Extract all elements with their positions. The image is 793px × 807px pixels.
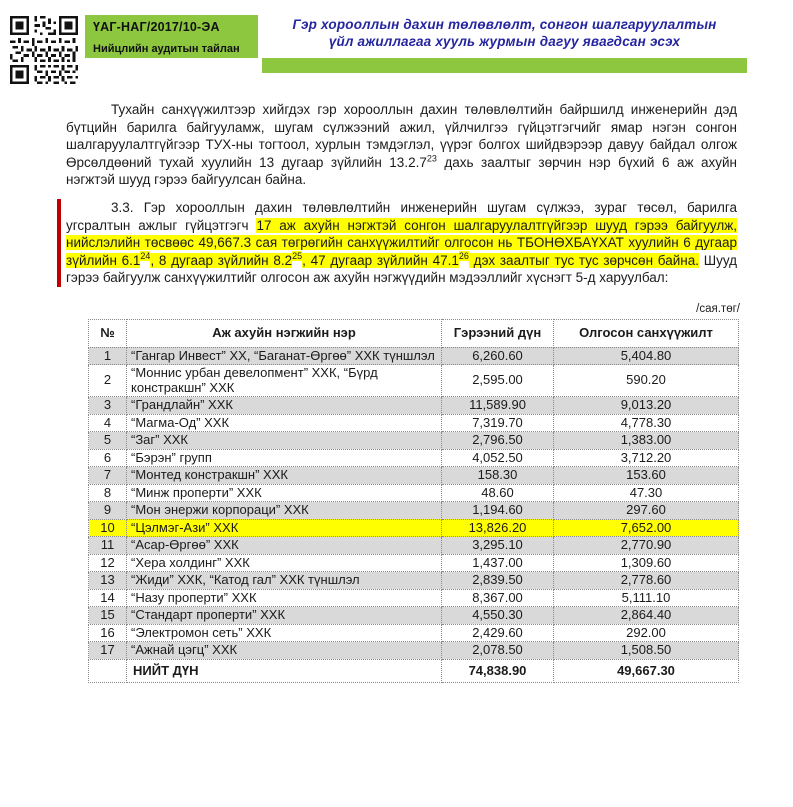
cell-amt: 4,550.30	[442, 607, 554, 625]
page-title	[262, 16, 747, 50]
cell-no: 10	[89, 519, 127, 537]
cell-amt2: 2,770.90	[554, 537, 739, 555]
cell-no: 15	[89, 607, 127, 625]
cell-amt: 2,595.00	[442, 365, 554, 397]
cell-amt2: 2,778.60	[554, 572, 739, 590]
total-contract-amount: 74,838.90	[442, 659, 554, 683]
cell-name: “Хера холдинг” ХХК	[127, 554, 442, 572]
cell-name: “Гангар Инвест” ХХ, “Баганат-Өргөө” ХХК түншлэл	[127, 347, 442, 365]
table-row	[89, 589, 739, 607]
funding-table	[88, 319, 739, 683]
table-row	[89, 519, 739, 537]
cell-name: “Мон энержи корпораци” ХХК	[127, 502, 442, 520]
table-row	[89, 624, 739, 642]
cell-amt: 2,078.50	[442, 642, 554, 660]
cell-name: “Моннис урбан девелопмент” ХХК, “Бүрд констракшн” ХХК	[127, 365, 442, 397]
table-row	[89, 467, 739, 485]
cell-no: 1	[89, 347, 127, 365]
cell-amt: 1,194.60	[442, 502, 554, 520]
cell-amt: 1,437.00	[442, 554, 554, 572]
cell-no: 8	[89, 484, 127, 502]
column-header-number: №	[89, 320, 127, 348]
cell-name: “Заг” ХХК	[127, 432, 442, 450]
table-row	[89, 554, 739, 572]
cell-no: 14	[89, 589, 127, 607]
cell-no: 4	[89, 414, 127, 432]
doc-number: ҮАГ-НАГ/2017/10-ЭА	[93, 20, 220, 34]
column-header-contract-amount: Гэрээний дүн	[442, 320, 554, 348]
cell-no: 3	[89, 397, 127, 415]
cell-no: 2	[89, 365, 127, 397]
cell-no: 13	[89, 572, 127, 590]
qr-code-icon	[10, 16, 78, 84]
cell-name: “Асар-Өргөө” ХХК	[127, 537, 442, 555]
finding-3-3-block	[57, 199, 737, 287]
table-row	[89, 397, 739, 415]
cell-amt2: 292.00	[554, 624, 739, 642]
cell-amt2: 153.60	[554, 467, 739, 485]
cell-no: 16	[89, 624, 127, 642]
cell-name: “Бэрэн” групп	[127, 449, 442, 467]
cell-amt2: 297.60	[554, 502, 739, 520]
cell-amt2: 4,778.30	[554, 414, 739, 432]
cell-name: “Монтед констракшн” ХХК	[127, 467, 442, 485]
cell-name: “Ажнай цэгц” ХХК	[127, 642, 442, 660]
table-row	[89, 572, 739, 590]
cell-no: 12	[89, 554, 127, 572]
cell-amt: 11,589.90	[442, 397, 554, 415]
table-row	[89, 502, 739, 520]
cell-no: 17	[89, 642, 127, 660]
table-row	[89, 449, 739, 467]
doc-id-box	[85, 15, 258, 58]
cell-amt2: 1,383.00	[554, 432, 739, 450]
cell-amt: 8,367.00	[442, 589, 554, 607]
cell-amt: 2,796.50	[442, 432, 554, 450]
cell-name: “Цэлмэг-Ази” ХХК	[127, 519, 442, 537]
total-funded-amount: 49,667.30	[554, 659, 739, 683]
cell-amt: 48.60	[442, 484, 554, 502]
cell-amt2: 3,712.20	[554, 449, 739, 467]
cell-no: 7	[89, 467, 127, 485]
cell-name: “Минж проперти” ХХК	[127, 484, 442, 502]
table-row	[89, 484, 739, 502]
cell-amt2: 1,309.60	[554, 554, 739, 572]
cell-amt: 4,052.50	[442, 449, 554, 467]
table-row	[89, 432, 739, 450]
table-header-row	[89, 320, 739, 348]
cell-amt: 2,429.60	[442, 624, 554, 642]
table-total-row	[89, 659, 739, 683]
cell-name: “Грандлайн” ХХК	[127, 397, 442, 415]
table-row	[89, 365, 739, 397]
cell-name: “Жиди” ХХК, “Катод гал” ХХК түншлэл	[127, 572, 442, 590]
cell-amt2: 5,111.10	[554, 589, 739, 607]
column-header-entity-name: Аж ахуйн нэгжийн нэр	[127, 320, 442, 348]
cell-amt2: 47.30	[554, 484, 739, 502]
cell-amt2: 5,404.80	[554, 347, 739, 365]
cell-amt2: 7,652.00	[554, 519, 739, 537]
cell-amt: 13,826.20	[442, 519, 554, 537]
doc-report-type: Нийцлийн аудитын тайлан	[93, 43, 240, 55]
cell-amt2: 9,013.20	[554, 397, 739, 415]
cell-amt: 3,295.10	[442, 537, 554, 555]
cell-no: 9	[89, 502, 127, 520]
cell-no: 11	[89, 537, 127, 555]
table-row	[89, 537, 739, 555]
table-row	[89, 414, 739, 432]
cell-no: 6	[89, 449, 127, 467]
cell-name: “Назу проперти” ХХК	[127, 589, 442, 607]
header-title-block	[262, 16, 747, 73]
cell-name: “Стандарт проперти” ХХК	[127, 607, 442, 625]
cell-name: “Электромон сеть” ХХК	[127, 624, 442, 642]
cell-no	[89, 659, 127, 683]
cell-name: “Магма-Од” ХХК	[127, 414, 442, 432]
table-unit-label: /сая.төг/	[696, 303, 740, 315]
column-header-funded-amount: Олгосон санхүүжилт	[554, 320, 739, 348]
paragraph-direct-contracts: Тухайн санхүүжилтээр хийгдэх гэр хорооллын дахин төлөвлөлтийн байршилд инженерийн дэд бүтцийн барилга байгууламж, шугам сүлжээний ажил, үйлчилгээ гүйцэтгэгчийг ямар нэгэн сонгон шалгаруулалтгүйгээр ТУХ-ны тогтоол, хурлын тэмдэглэл, үүрэг болгох шийдвэрээр давуу байдал олгож Өрсөлдөөний тухай хуулийн 13 дугаар зүйлийн 13.2.7$^{23}$ дахь заалтыг зөрчин нэр бүхий 6 аж ахуйн нэгжтэй шууд гэрээ байгуулсан байна.	[66, 102, 737, 188]
cell-amt2: 1,508.50	[554, 642, 739, 660]
cell-amt2: 590.20	[554, 365, 739, 397]
title-line-1: Гэр хорооллын дахин төлөвлөлт, сонгон шалгаруулалтын	[292, 17, 717, 32]
total-label: НИЙТ ДҮН	[127, 659, 442, 683]
cell-amt2: 2,864.40	[554, 607, 739, 625]
title-line-2: үйл ажиллагаа хууль журмын дагуу явагдсан эсэх	[328, 34, 681, 49]
cell-amt: 6,260.60	[442, 347, 554, 365]
table-row	[89, 607, 739, 625]
cell-no: 5	[89, 432, 127, 450]
paragraph-finding-3-3: 3.3. Гэр хорооллын дахин төлөвлөлтийн инженерийн шугам сүлжээ, зураг төсөл, барилга угсралтын ажлыг гүйцэтгэгч 17 аж ахуйн нэгжтэй сонгон шалгаруулалтгүйгээр шууд гэрээ байгуулж, нийслэлийн төсвөөс 49,667.3 сая төгрөгийн санхүүжилтийг олгосон нь ТБОНӨХБАҮХАТ хуулийн 6 дугаар зүйлийн $6.1^{24}$, 8 дугаар зүйлийн $8.2^{25}$, 47 дугаар зүйлийн 47.1$^{26}$ дэх заалтыг тус тус зөрчсөн байна. Шууд гэрээ байгуулж санхүүжилтийг олгосон аж ахуйн нэгжүүдийн мэдээллийг хүснэгт 5-д харуулбал:	[66, 200, 738, 286]
header-divider-bar	[262, 58, 747, 73]
cell-amt: 7,319.70	[442, 414, 554, 432]
cell-amt: 158.30	[442, 467, 554, 485]
cell-amt: 2,839.50	[442, 572, 554, 590]
table-row	[89, 347, 739, 365]
table-row	[89, 642, 739, 660]
